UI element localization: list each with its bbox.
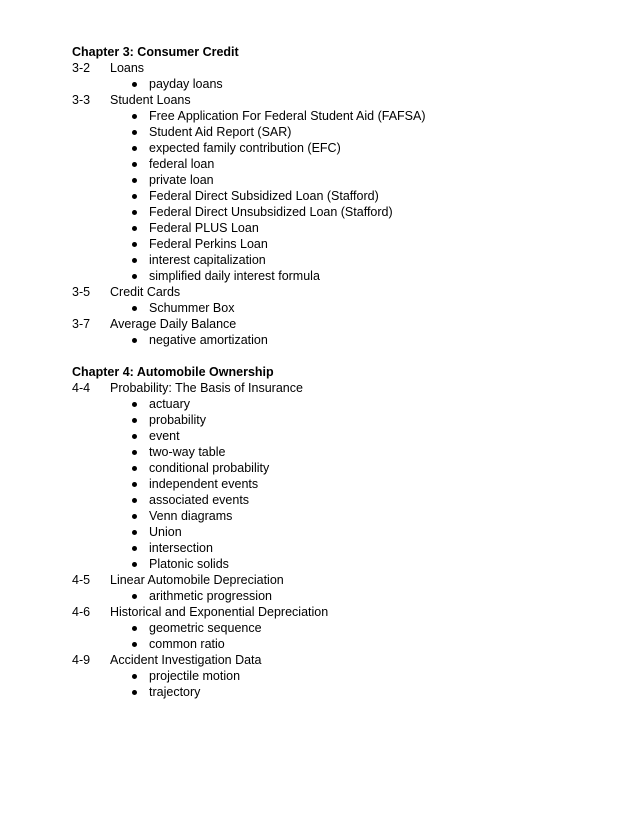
chapter-title: Chapter 3: Consumer Credit xyxy=(72,45,239,59)
bullet-icon xyxy=(132,626,137,631)
bullet-icon xyxy=(132,130,137,135)
vocabulary-term: actuary xyxy=(149,397,190,411)
vocabulary-term-item xyxy=(72,108,592,124)
bullet-icon xyxy=(132,642,137,647)
bullet-icon xyxy=(132,178,137,183)
section-heading xyxy=(72,316,592,332)
vocabulary-term-item xyxy=(72,684,592,700)
vocabulary-term: independent events xyxy=(149,477,259,491)
section-title: Linear Automobile Depreciation xyxy=(110,573,284,587)
vocabulary-term-item xyxy=(72,188,592,204)
section-heading xyxy=(72,652,592,668)
vocabulary-term: Federal Perkins Loan xyxy=(149,237,268,251)
section-title: Probability: The Basis of Insurance xyxy=(110,381,303,395)
vocabulary-term: projectile motion xyxy=(149,669,241,683)
vocabulary-term-item xyxy=(72,396,592,412)
vocabulary-term: interest capitalization xyxy=(149,253,266,267)
bullet-icon xyxy=(132,402,137,407)
bullet-icon xyxy=(132,498,137,503)
chapter-block xyxy=(72,364,592,700)
section-number: 3-5 xyxy=(72,285,91,299)
bullet-icon xyxy=(132,514,137,519)
vocabulary-term-item xyxy=(72,204,592,220)
vocabulary-term-item xyxy=(72,236,592,252)
vocabulary-term: Free Application For Federal Student Aid (FAFSA) xyxy=(149,109,426,123)
vocabulary-term-item xyxy=(72,556,592,572)
vocabulary-term: common ratio xyxy=(149,637,225,651)
bullet-icon xyxy=(132,210,137,215)
section-title: Student Loans xyxy=(110,93,191,107)
section-heading xyxy=(72,572,592,588)
vocabulary-term: associated events xyxy=(149,493,250,507)
vocabulary-term: two-way table xyxy=(149,445,226,459)
bullet-icon xyxy=(132,482,137,487)
section-title: Loans xyxy=(110,61,145,75)
vocabulary-term-item xyxy=(72,620,592,636)
bullet-icon xyxy=(132,146,137,151)
bullet-icon xyxy=(132,434,137,439)
vocabulary-term-item xyxy=(72,124,592,140)
vocabulary-term-item xyxy=(72,508,592,524)
bullet-icon xyxy=(132,194,137,199)
section-number: 3-7 xyxy=(72,317,91,331)
bullet-icon xyxy=(132,562,137,567)
vocabulary-term: Student Aid Report (SAR) xyxy=(149,125,292,139)
bullet-icon xyxy=(132,258,137,263)
bullet-icon xyxy=(132,114,137,119)
vocabulary-term: Venn diagrams xyxy=(149,509,233,523)
bullet-icon xyxy=(132,450,137,455)
bullet-icon xyxy=(132,546,137,551)
vocabulary-term-item xyxy=(72,220,592,236)
section-heading xyxy=(72,604,592,620)
vocabulary-term-item xyxy=(72,476,592,492)
bullet-icon xyxy=(132,466,137,471)
section-number: 3-2 xyxy=(72,61,91,75)
bullet-icon xyxy=(132,306,137,311)
bullet-icon xyxy=(132,338,137,343)
bullet-icon xyxy=(132,82,137,87)
bullet-icon xyxy=(132,226,137,231)
vocabulary-term: simplified daily interest formula xyxy=(149,269,320,283)
vocabulary-term: Union xyxy=(149,525,182,539)
vocabulary-term-item xyxy=(72,460,592,476)
vocabulary-term: Federal Direct Unsubsidized Loan (Stafford) xyxy=(149,205,393,219)
bullet-icon xyxy=(132,418,137,423)
vocabulary-term-item xyxy=(72,588,592,604)
vocabulary-term-item xyxy=(72,444,592,460)
vocabulary-term: event xyxy=(149,429,180,443)
vocabulary-term-item xyxy=(72,524,592,540)
section-heading xyxy=(72,284,592,300)
section-title: Average Daily Balance xyxy=(110,317,237,331)
vocabulary-term: Federal Direct Subsidized Loan (Stafford) xyxy=(149,189,379,203)
bullet-icon xyxy=(132,162,137,167)
bullet-icon xyxy=(132,530,137,535)
vocabulary-term-item xyxy=(72,76,592,92)
vocabulary-term: conditional probability xyxy=(149,461,270,475)
vocabulary-term: payday loans xyxy=(149,77,223,91)
section-number: 3-3 xyxy=(72,93,91,107)
vocabulary-term: Schummer Box xyxy=(149,301,235,315)
vocabulary-term: arithmetic progression xyxy=(149,589,272,603)
vocabulary-term-item xyxy=(72,252,592,268)
section-title: Historical and Exponential Depreciation xyxy=(110,605,329,619)
vocabulary-term: geometric sequence xyxy=(149,621,262,635)
section-heading xyxy=(72,92,592,108)
vocabulary-term: trajectory xyxy=(149,685,201,699)
section-number: 4-6 xyxy=(72,605,91,619)
section-title: Credit Cards xyxy=(110,285,181,299)
vocabulary-term-item xyxy=(72,268,592,284)
chapter-block xyxy=(72,44,592,348)
vocabulary-term-item xyxy=(72,492,592,508)
chapter-title: Chapter 4: Automobile Ownership xyxy=(72,365,274,379)
vocabulary-term-item xyxy=(72,636,592,652)
vocabulary-term: Federal PLUS Loan xyxy=(149,221,259,235)
vocabulary-term: intersection xyxy=(149,541,213,555)
section-title: Accident Investigation Data xyxy=(110,653,262,667)
vocabulary-term: federal loan xyxy=(149,157,215,171)
vocabulary-term-item xyxy=(72,332,592,348)
bullet-icon xyxy=(132,690,137,695)
bullet-icon xyxy=(132,242,137,247)
section-heading xyxy=(72,60,592,76)
section-heading xyxy=(72,380,592,396)
bullet-icon xyxy=(132,674,137,679)
vocabulary-term: Platonic solids xyxy=(149,557,229,571)
section-number: 4-5 xyxy=(72,573,91,587)
document-body xyxy=(72,44,592,700)
vocabulary-term: expected family contribution (EFC) xyxy=(149,141,341,155)
bullet-icon xyxy=(132,594,137,599)
vocabulary-term: probability xyxy=(149,413,206,427)
vocabulary-term-item xyxy=(72,172,592,188)
vocabulary-term: private loan xyxy=(149,173,214,187)
section-number: 4-9 xyxy=(72,653,91,667)
vocabulary-term: negative amortization xyxy=(149,333,268,347)
vocabulary-term-item xyxy=(72,140,592,156)
bullet-icon xyxy=(132,274,137,279)
vocabulary-term-item xyxy=(72,668,592,684)
vocabulary-term-item xyxy=(72,156,592,172)
vocabulary-term-item xyxy=(72,412,592,428)
vocabulary-term-item xyxy=(72,300,592,316)
section-number: 4-4 xyxy=(72,381,91,395)
vocabulary-term-item xyxy=(72,540,592,556)
vocabulary-term-item xyxy=(72,428,592,444)
